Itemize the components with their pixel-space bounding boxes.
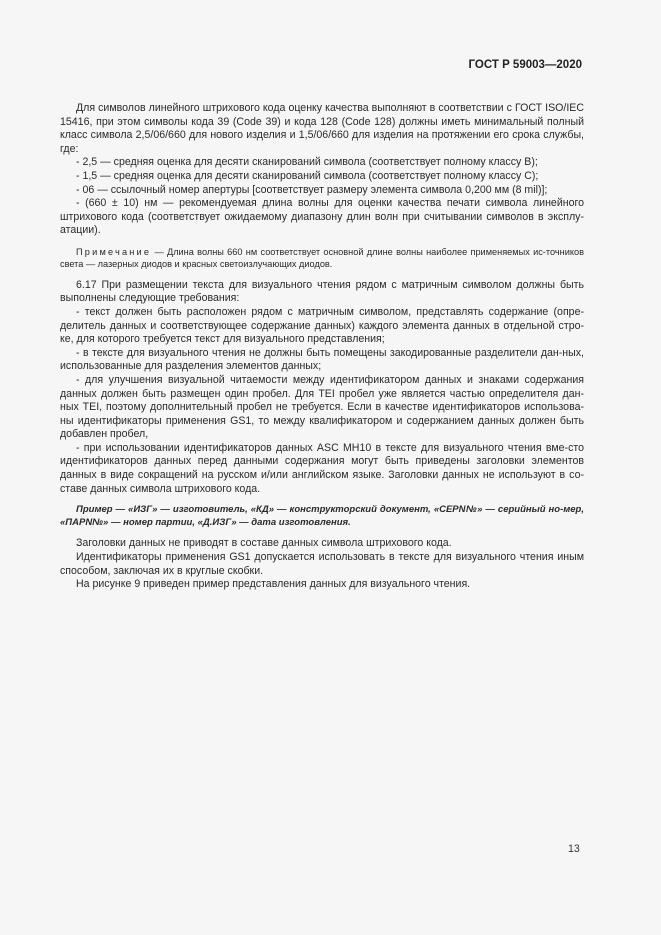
page-number: 13	[568, 843, 580, 855]
paragraph: Идентификаторы применения GS1 допускается использовать в тексте для визуального чтения иным способом, заключая их в круглые скобки.	[60, 551, 584, 577]
list-item: - 2,5 — средняя оценка для десяти сканирований символа (соответствует полному классу B);	[76, 156, 538, 169]
list-item: - при использовании идентификаторов данных ASC MH10 в тексте для визуального чтения вме-сто идентификаторов данных перед данными содержания могут быть приведены заголовки элементов данных в виде сокращений на русском и/или английском языке. Заголовки данных не используют в со-ставе данных символа штрихового кода.	[60, 441, 584, 495]
note-text: — Длина волны 660 нм соответствует основной длине волны наиболее применяемых ис-точников света — лазерных диодов и красных светоизлучающих диодов.	[60, 246, 584, 270]
paragraph: На рисунке 9 приведен пример представления данных для визуального чтения.	[76, 578, 471, 591]
example: Пример — «ИЗГ» — изготовитель, «КД» — конструкторский документ, «СЕРN№» — серийный но-мер, «ПАРN№» — номер партии, «Д.ИЗГ» — дата изготовления.	[60, 504, 584, 528]
list-item: - 06 — ссылочный номер апертуры [соответствует размеру элемента символа 0,200 мм (8 mil)];	[76, 183, 548, 196]
note	[60, 246, 584, 271]
document-header-id: ГОСТ Р 59003—2020	[468, 59, 582, 71]
list-item: - 1,5 — средняя оценка для десяти сканирований символа (соответствует полному классу C);	[76, 169, 539, 182]
note-label: Примечание	[76, 246, 152, 257]
paragraph-linear-barcode: Для символов линейного штрихового кода оценку качества выполняют в соответствии с ГОСТ ISO/IEC 15416, при этом символы кода 39 (Code 39) и кода 128 (Code 128) должны иметь минимальный полный класс символа 2,5/06/660 для нового изделия и 1,5/06/660 для изделия на протяжении его срока службы, где:	[60, 102, 584, 155]
list-item: - (660 ± 10) нм — рекомендуемая длина волны для оценки качества печати символа линейного штрихового кода (соответствует ожидаемому диапазону длин волн при считывании символов в эксплу-атации).	[60, 197, 584, 237]
list-item: - для улучшения визуальной читаемости между идентификатором данных и знаками содержания данных должен быть размещен один пробел. Для TEI пробел уже является частью определителя дан-ных TEI, поэтому дополнительный пробел не требуется. Если в качестве идентификаторов использова-ны идентификаторы применения GS1, то между квалификатором и содержанием данных должен быть добавлен пробел,	[60, 373, 584, 441]
list-item: - в тексте для визуального чтения не должны быть помещены закодированные разделители дан-ных, использованные для разделения элементов данных;	[60, 346, 584, 373]
list-item: - текст должен быть расположен рядом с матричным символом, представлять содержание (опре-делитель данных и соответствующее содержание данных) каждого элемента данных в отдельной стро-ке, для которого требуется текст для визуального представления;	[60, 305, 584, 346]
section-6-17-intro: 6.17 При размещении текста для визуального чтения рядом с матричным символом должны быть выполнены следующие требования:	[60, 278, 584, 305]
document-body	[60, 102, 584, 592]
paragraph: Заголовки данных не приводят в составе данных символа штрихового кода.	[76, 537, 452, 550]
